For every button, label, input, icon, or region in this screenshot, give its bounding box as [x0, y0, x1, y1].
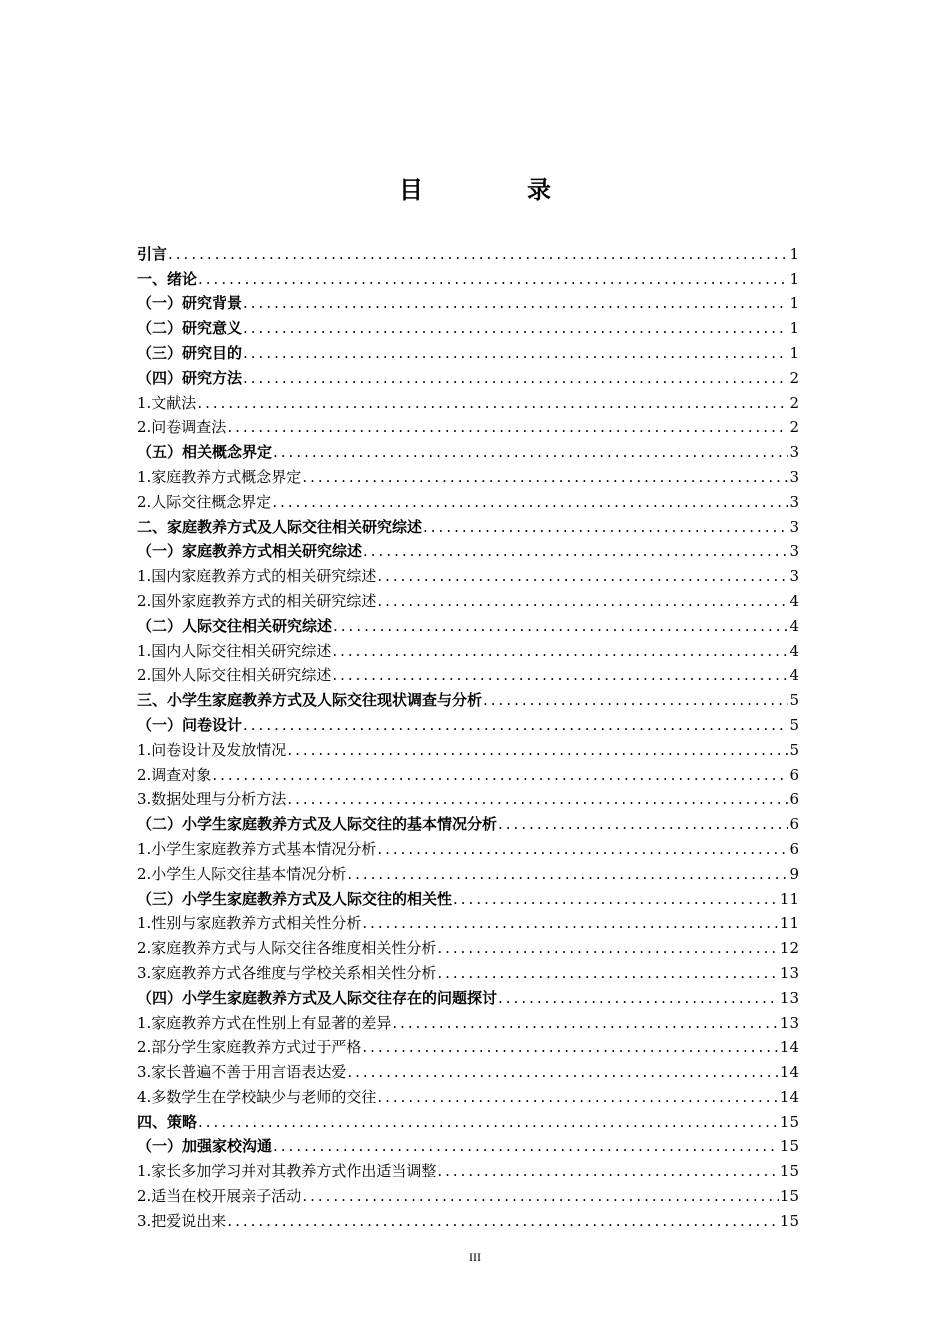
- toc-entry-page: 6: [789, 815, 799, 834]
- toc-entry-page: 13: [779, 988, 799, 1007]
- toc-entry-label: 1.问卷设计及发放情况: [137, 740, 287, 759]
- page-number: III: [469, 1250, 481, 1264]
- toc-entry-page: 13: [779, 963, 799, 982]
- toc-entry[interactable]: [137, 760, 799, 785]
- toc-entry-label: 2.小学生人际交往基本情况分析: [137, 864, 347, 883]
- toc-entry[interactable]: [137, 661, 799, 686]
- toc-entry-label: 1.国内家庭教养方式的相关研究综述: [137, 567, 377, 586]
- toc-dot-leader: [212, 765, 788, 785]
- toc-entry[interactable]: [137, 363, 799, 388]
- toc-entry-page: 3: [789, 567, 799, 586]
- toc-entry-page: 15: [779, 1187, 799, 1206]
- toc-entry-label: 1.国内人际交往相关研究综述: [137, 641, 332, 660]
- toc-entry-page: 4: [789, 641, 799, 660]
- toc-dot-leader: [437, 1161, 779, 1181]
- toc-entry-label: 4.多数学生在学校缺少与老师的交往: [137, 1087, 377, 1106]
- toc-entry-label: （三）小学生家庭教养方式及人际交往的相关性: [137, 889, 453, 908]
- toc-entry-label: （三）研究目的: [137, 343, 243, 362]
- toc-entry-page: 3: [789, 542, 799, 561]
- toc-entry-label: （一）家庭教养方式相关研究综述: [137, 542, 363, 561]
- toc-dot-leader: [332, 641, 788, 661]
- toc-entry-page: 2: [789, 418, 799, 437]
- toc-dot-leader: [392, 1013, 779, 1033]
- toc-entry-label: （一）研究背景: [137, 294, 243, 313]
- toc-entry[interactable]: [137, 462, 799, 487]
- toc-entry-label: 三、小学生家庭教养方式及人际交往现状调查与分析: [137, 691, 483, 710]
- toc-entry-page: 2: [789, 393, 799, 412]
- toc-entry-page: 1: [789, 343, 799, 362]
- toc-entry[interactable]: [137, 909, 799, 934]
- toc-entry[interactable]: [137, 636, 799, 661]
- toc-entry-label: （五）相关概念界定: [137, 443, 273, 462]
- toc-entry-page: 3: [789, 517, 799, 536]
- toc-entry[interactable]: [137, 537, 799, 562]
- toc-entry-page: 6: [789, 765, 799, 784]
- toc-entry-page: 15: [779, 1112, 799, 1131]
- toc-entry-page: 4: [789, 666, 799, 685]
- toc-entry-label: 1.家庭教养方式在性别上有显著的差异: [137, 1013, 392, 1032]
- toc-dot-leader: [197, 393, 788, 413]
- toc-dot-leader: [362, 1037, 779, 1057]
- toc-entry-page: 5: [789, 691, 799, 710]
- toc-entry[interactable]: [137, 264, 799, 289]
- toc-entry-label: （二）小学生家庭教养方式及人际交往的基本情况分析: [137, 815, 498, 834]
- toc-entry[interactable]: [137, 983, 799, 1008]
- toc-entry-page: 4: [789, 591, 799, 610]
- toc-entry[interactable]: [137, 1057, 799, 1082]
- toc-dot-leader: [243, 293, 788, 313]
- toc-entry[interactable]: [137, 1107, 799, 1132]
- toc-entry-page: 3: [789, 467, 799, 486]
- toc-entry-label: 2.调查对象: [137, 765, 212, 784]
- toc-entry-page: 2: [789, 368, 799, 387]
- toc-dot-leader: [287, 789, 788, 809]
- toc-entry[interactable]: [137, 834, 799, 859]
- toc-entry-page: 11: [779, 889, 799, 908]
- toc-entry-label: 3.把爱说出来: [137, 1211, 227, 1230]
- toc-entry-page: 5: [789, 715, 799, 734]
- toc-dot-leader: [243, 318, 788, 338]
- toc-dot-leader: [273, 1136, 779, 1156]
- toc-entry-page: 15: [779, 1211, 799, 1230]
- toc-entry-page: 6: [789, 790, 799, 809]
- toc-entry-page: 14: [779, 1063, 799, 1082]
- toc-dot-leader: [453, 889, 779, 909]
- toc-dot-leader: [437, 963, 779, 983]
- toc-dot-leader: [273, 442, 788, 462]
- toc-entry[interactable]: [137, 388, 799, 413]
- toc-dot-leader: [347, 1062, 779, 1082]
- toc-entry-label: 3.数据处理与分析方法: [137, 790, 287, 809]
- toc-dot-leader: [287, 740, 788, 760]
- toc-entry-page: 6: [789, 839, 799, 858]
- toc-entry-label: 2.家庭教养方式与人际交往各维度相关性分析: [137, 939, 437, 958]
- toc-entry[interactable]: [137, 1132, 799, 1157]
- toc-entry[interactable]: [137, 1033, 799, 1058]
- toc-entry-page: 12: [779, 939, 799, 958]
- page-title: 目 录: [399, 176, 591, 204]
- toc-entry[interactable]: [137, 1181, 799, 1206]
- toc-entry[interactable]: [137, 735, 799, 760]
- toc-entry[interactable]: [137, 611, 799, 636]
- toc-entry[interactable]: [137, 933, 799, 958]
- toc-entry-label: 1.家长多加学习并对其教养方式作出适当调整: [137, 1162, 437, 1181]
- toc-entry[interactable]: [137, 884, 799, 909]
- toc-entry-label: 2.人际交往概念界定: [137, 492, 272, 511]
- toc-entry[interactable]: [137, 809, 799, 834]
- toc-entry-label: 1.小学生家庭教养方式基本情况分析: [137, 839, 377, 858]
- toc-entry-label: 2.国外人际交往相关研究综述: [137, 666, 332, 685]
- toc-entry-page: 9: [789, 864, 799, 883]
- toc-dot-leader: [227, 1211, 779, 1231]
- toc-entry-label: 3.家长普遍不善于用言语表达爱: [137, 1063, 347, 1082]
- toc-entry-page: 15: [779, 1137, 799, 1156]
- table-of-contents: [137, 239, 799, 1231]
- toc-entry[interactable]: [137, 338, 799, 363]
- toc-entry-label: 2.问卷调查法: [137, 418, 227, 437]
- toc-entry[interactable]: [137, 859, 799, 884]
- toc-dot-leader: [498, 814, 788, 834]
- toc-entry[interactable]: [137, 313, 799, 338]
- toc-entry[interactable]: [137, 1008, 799, 1033]
- toc-entry-label: （四）研究方法: [137, 368, 243, 387]
- toc-entry[interactable]: [137, 289, 799, 314]
- toc-entry-label: 一、绪论: [137, 269, 198, 288]
- toc-dot-leader: [362, 913, 779, 933]
- toc-entry-label: 3.家庭教养方式各维度与学校关系相关性分析: [137, 963, 437, 982]
- toc-dot-leader: [243, 343, 788, 363]
- toc-entry[interactable]: [137, 437, 799, 462]
- toc-dot-leader: [198, 269, 788, 289]
- toc-entry-label: （二）人际交往相关研究综述: [137, 616, 333, 635]
- toc-entry-page: 1: [789, 294, 799, 313]
- toc-dot-leader: [437, 938, 779, 958]
- toc-entry[interactable]: [137, 512, 799, 537]
- toc-dot-leader: [272, 492, 788, 512]
- toc-entry[interactable]: [137, 413, 799, 438]
- toc-entry-page: 14: [779, 1038, 799, 1057]
- toc-dot-leader: [377, 839, 788, 859]
- toc-entry-label: （一）问卷设计: [137, 715, 243, 734]
- toc-entry-page: 14: [779, 1087, 799, 1106]
- toc-entry[interactable]: [137, 239, 799, 264]
- toc-entry-page: 1: [789, 244, 799, 263]
- toc-entry-label: （一）加强家校沟通: [137, 1137, 273, 1156]
- toc-entry[interactable]: [137, 710, 799, 735]
- toc-entry-label: 四、策略: [137, 1112, 198, 1131]
- toc-dot-leader: [332, 665, 788, 685]
- toc-entry-page: 3: [789, 443, 799, 462]
- toc-dot-leader: [377, 1087, 779, 1107]
- toc-dot-leader: [377, 591, 788, 611]
- toc-dot-leader: [168, 244, 788, 264]
- toc-dot-leader: [498, 988, 779, 1008]
- toc-entry[interactable]: [137, 1082, 799, 1107]
- toc-entry-label: 1.家庭教养方式概念界定: [137, 467, 302, 486]
- toc-entry-label: 1.文献法: [137, 393, 197, 412]
- toc-entry-label: 二、家庭教养方式及人际交往相关研究综述: [137, 517, 423, 536]
- toc-entry-label: 2.国外家庭教养方式的相关研究综述: [137, 591, 377, 610]
- toc-entry-page: 1: [789, 269, 799, 288]
- toc-dot-leader: [423, 517, 788, 537]
- toc-entry-page: 4: [789, 616, 799, 635]
- toc-dot-leader: [483, 690, 788, 710]
- toc-dot-leader: [377, 566, 788, 586]
- toc-entry-label: （四）小学生家庭教养方式及人际交往存在的问题探讨: [137, 988, 498, 1007]
- toc-dot-leader: [243, 368, 788, 388]
- toc-entry-page: 3: [789, 492, 799, 511]
- toc-entry-page: 15: [779, 1162, 799, 1181]
- toc-dot-leader: [198, 1112, 779, 1132]
- toc-entry-page: 1: [789, 319, 799, 338]
- toc-dot-leader: [302, 1186, 779, 1206]
- toc-entry-label: 1.性别与家庭教养方式相关性分析: [137, 914, 362, 933]
- toc-dot-leader: [363, 541, 788, 561]
- toc-dot-leader: [333, 616, 788, 636]
- toc-entry-page: 13: [779, 1013, 799, 1032]
- toc-dot-leader: [243, 715, 788, 735]
- toc-entry-label: （二）研究意义: [137, 319, 243, 338]
- toc-dot-leader: [347, 864, 788, 884]
- toc-entry[interactable]: [137, 1156, 799, 1181]
- toc-entry[interactable]: [137, 958, 799, 983]
- toc-entry[interactable]: [137, 561, 799, 586]
- toc-dot-leader: [227, 417, 788, 437]
- toc-entry[interactable]: [137, 685, 799, 710]
- toc-entry-label: 2.部分学生家庭教养方式过于严格: [137, 1038, 362, 1057]
- toc-entry-page: 5: [789, 740, 799, 759]
- toc-entry[interactable]: [137, 487, 799, 512]
- toc-entry[interactable]: [137, 1206, 799, 1231]
- toc-entry-label: 2.适当在校开展亲子活动: [137, 1187, 302, 1206]
- toc-entry[interactable]: [137, 785, 799, 810]
- toc-entry[interactable]: [137, 586, 799, 611]
- toc-entry-label: 引言: [137, 244, 168, 263]
- toc-dot-leader: [302, 467, 788, 487]
- toc-entry-page: 11: [779, 914, 799, 933]
